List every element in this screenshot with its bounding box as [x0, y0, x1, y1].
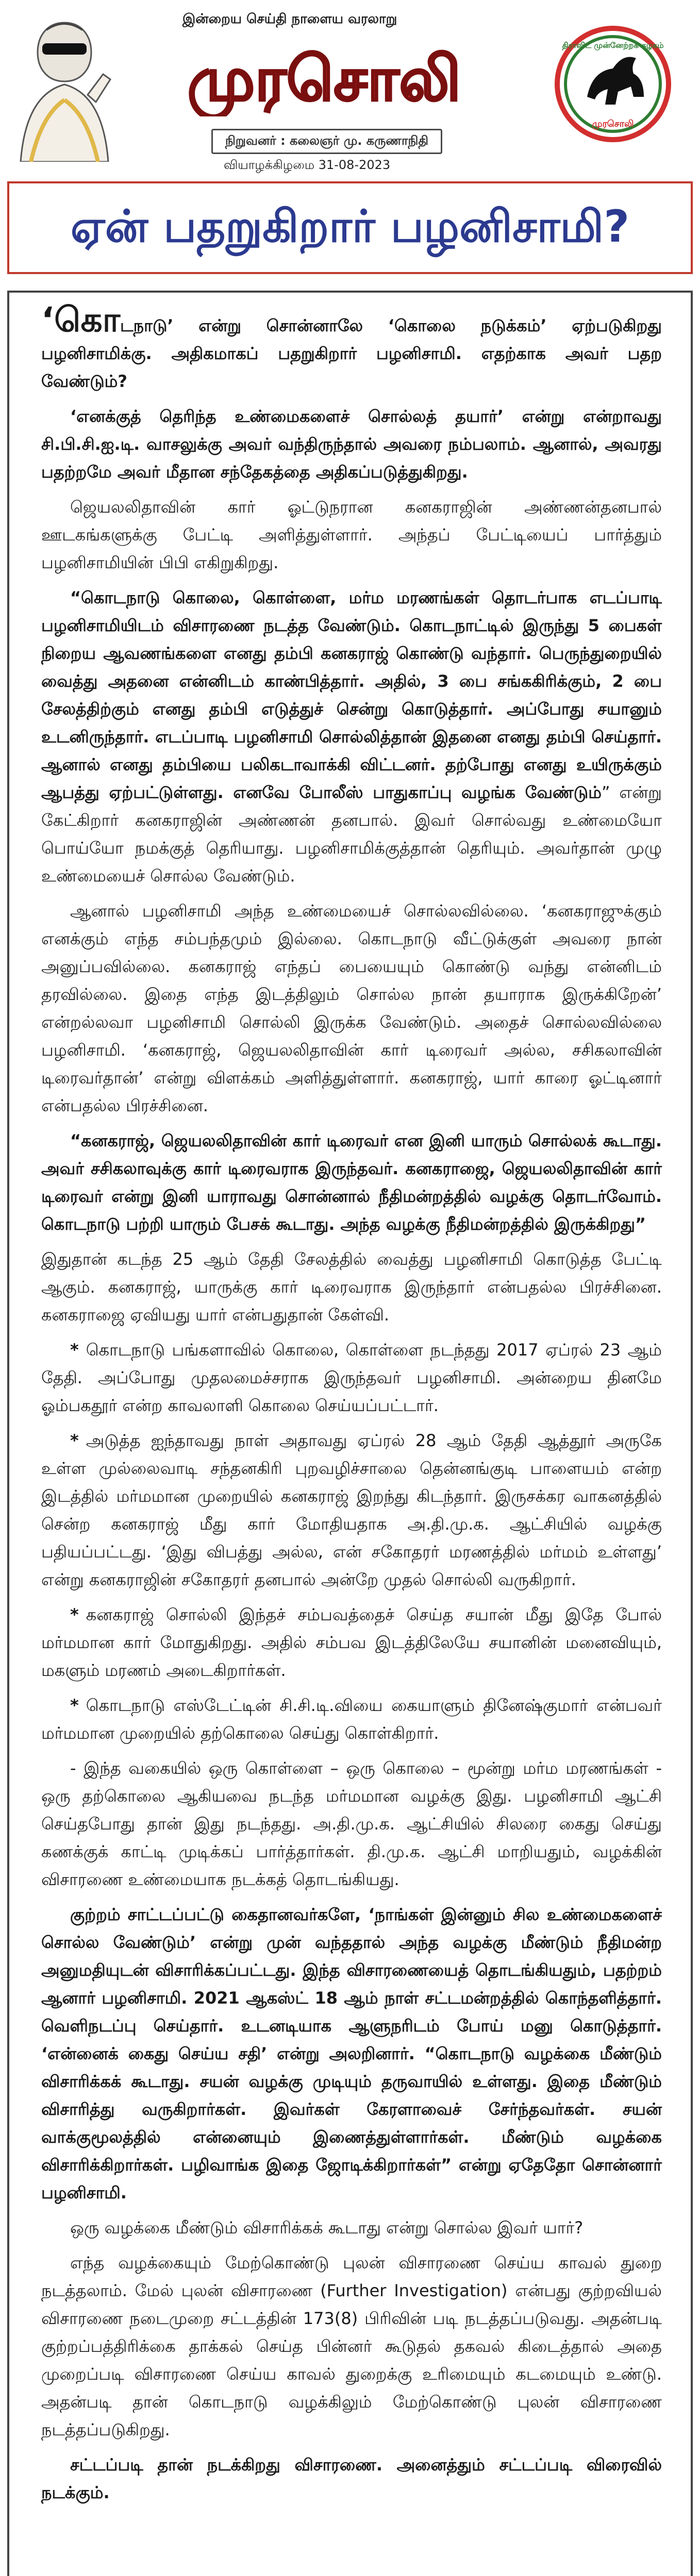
bullet-3 [41, 1601, 662, 1684]
bullet-1-text: கொடநாடு பங்களாவில் கொலை, கொள்ளை நடந்தது 2017 ஏப்ரல் 23 ஆம் தேதி. அப்போது முதலமைச்சராக இருந்தவர் பழனிசாமி. அன்றைய தினமே ஓம்பகதூர் என்ற காவலாளி கொலை செய்யப்பட்டார். [41, 1340, 662, 1415]
headline-box [7, 181, 693, 274]
bullet-star: * [70, 1431, 79, 1450]
party-seal [543, 25, 682, 143]
page-frame [7, 4, 693, 2576]
paragraph-10: சட்டப்படி தான் நடக்கிறது விசாரணை. அனைத்தும் சட்டப்படி விரைவில் நடக்கும். [41, 2455, 662, 2502]
bullet-1 [41, 1336, 662, 1419]
bullet-star: * [70, 1340, 79, 1360]
paragraph-2: ‘எனக்குத் தெரிந்த உண்மைகளைச் சொல்லத் தயார்’ என்று என்றாவது சி.பி.சி.ஐ.டி. வாசலுக்கு அவர் வந்திருந்தால் அவரை நம்பலாம். ஆனால், அவரது பதற்றமே அவர் மீதான சந்தேகத்தை அதிகப்படுத்துகிறது. [41, 406, 662, 482]
masthead-tagline: இன்றைய செய்தி நாளைய வரலாறு [182, 11, 397, 27]
masthead [7, 4, 693, 174]
paragraph-4: ஆனால் பழனிசாமி அந்த உண்மையைச் சொல்லவில்லை. ‘கனகராஜுக்கும் எனக்கும் எந்த சம்பந்தமும் இல்லை. கொடநாடு வீட்டுக்குள் அவரை நான் அனுப்பவில்லை. கனகராஜ் எந்தப் பையையும் கொண்டு வந்து என்னிடம் தரவில்லை. இதை எந்த இடத்திலும் சொல்ல நான் தயாராக இருக்கிறேன்’ என்றல்லவா பழனிசாமி சொல்லி இருக்க வேண்டும். அதைச் சொல்லவில்லை பழனிசாமி. ‘கனகராஜ், ஜெயலலிதாவின் கார் டிரைவர் அல்ல, சசிகலாவின் டிரைவர்தான்’ என்று விளக்கம் அளித்துள்ளார். கனகராஜ், யார் காரை ஓட்டினார் என்பதல்ல பிரச்சினை. [41, 901, 662, 1115]
logo-text: முரசொலி [187, 43, 461, 114]
paragraph-6: - இந்த வகையில் ஒரு கொள்ளை – ஒரு கொலை – மூன்று மர்ம மரணங்கள் - ஒரு தற்கொலை ஆகியவை நடந்த மர்மமான வழக்கு இது. பழனிசாமி ஆட்சி செய்தபோது தான் இது நடந்தது. அ.தி.மு.க. ஆட்சியில் சிலரை கைது செய்து கணக்குக் காட்டி முடிக்கப் பார்த்தார்கள். தி.மு.க. ஆட்சி மாறியதும், வழக்கின் விசாரணை உண்மையாக நடக்கத் தொடங்கியது. [41, 1758, 662, 1889]
dropcap: ‘கொ [41, 300, 121, 340]
founder-credit: நிறுவனர் : கலைஞர் மு. கருணாநிதி [211, 129, 442, 154]
bullet-star: * [70, 1696, 79, 1715]
paragraph-3: ஜெயலலிதாவின் கார் ஓட்டுநரான கனகராஜின் அண்ணன்தனபால் ஊடகங்களுக்கு பேட்டி அளித்துள்ளார். அந்தப் பேட்டியைப் பார்த்தும் பழனிசாமியின் பிபி எகிறுகிறது. [41, 497, 662, 572]
quote-1-tail: ” என்று கேட்கிறார் கனகராஜின் அண்ணன் தனபால். இவர் சொல்வது உண்மையோ பொய்யோ நமக்குத் தெரியாது. பழனிசாமிக்குத்தான் தெரியும். அவர்தான் முழு உண்மையைச் சொல்ல வேண்டும். [41, 783, 662, 886]
dateline: வியாழக்கிழமை 31-08-2023 [224, 158, 391, 172]
bullet-2-text: அடுத்த ஐந்தாவது நாள் அதாவது ஏப்ரல் 28 ஆம் தேதி ஆத்தூர் அருகே உள்ள முல்லைவாடி சந்தனகிரி புறவழிச்சாலை தென்னங்குடி பாளையம் என்ற இடத்தில் மர்மமான முறையில் கனகராஜ் இறந்து கிடந்தார். இருசக்கர வாகனத்தில் சென்ற கனகராஜ் மீது கார் மோதியதாக அ.தி.மு.க. ஆட்சியில் வழக்கு பதியப்பட்டது. ‘இது விபத்து அல்ல, என் சகோதரர் மரணத்தில் மர்மம் உள்ளது’ என்று கனகராஜின் சகோதரர் தனபால் அன்றே முதல் சொல்லி வருகிறார். [41, 1431, 662, 1589]
founder-portrait [10, 7, 119, 162]
seal-text-top: திராவிட முன்னேற்றக் கழகம் [562, 41, 664, 50]
quote-2: “கனகராஜ், ஜெயலலிதாவின் கார் டிரைவர் என இனி யாரும் சொல்லக் கூடாது. அவர் சசிகலாவுக்கு கார் டிரைவராக இருந்தவர். கனகராஜை, ஜெயலலிதாவின் கார் டிரைவர் என்று இனி யாராவது சொன்னால் நீதிமன்றத்தில் வழக்கு தொடர்வோம். கொடநாடு பற்றி யாரும் பேசக் கூடாது. அந்த வழக்கு நீதிமன்றத்தில் இருக்கிறது” [41, 1131, 662, 1234]
seal-text-bottom: முரசொலி [592, 118, 634, 129]
article-headline: ஏன் பதறுகிறார் பழனிசாமி? [70, 201, 630, 252]
bullet-star: * [70, 1605, 79, 1624]
quote-1-text: “கொடநாடு கொலை, கொள்ளை, மர்ம மரணங்கள் தொடர்பாக எடப்பாடி பழனிசாமியிடம் விசாரணை நடத்த வேண்டும். கொடநாட்டில் இருந்து 5 பைகள் நிறைய ஆவணங்களை எனது தம்பி கனகராஜ் கொண்டு வந்தார். பெருந்துறையில் வைத்து அதனை என்னிடம் காண்பித்தார். அதில், 3 பை சங்ககிரிக்கும், 2 பை சேலத்திற்கும் எனது தம்பி எடுத்துச் சென்று கொடுத்தார். அப்போது சயானும் உடனிருந்தார். எடப்பாடி பழனிசாமி சொல்லித்தான் இதனை எனது தம்பி செய்தார். ஆனால் எனது தம்பியை பலிகடாவாக்கி விட்டனர். தற்போது எனது உயிருக்கும் ஆபத்து ஏற்பட்டுள்ளது. எனவே போலீஸ் பாதுகாப்பு வழங்க வேண்டும் [41, 588, 662, 802]
article-body [7, 291, 693, 2576]
bullet-4 [41, 1691, 662, 1747]
paragraph-9: எந்த வழக்கையும் மேற்கொண்டு புலன் விசாரணை செய்ய காவல் துறை நடத்தலாம். மேல் புலன் விசாரணை (Further Investigation) என்பது குற்றவியல் விசாரணை நடைமுறை சட்டத்தின் 173(8) பிரிவின் படி நடத்தப்படுவது. அதன்படி குற்றப்பத்திரிக்கை தாக்கல் செய்த பின்னர் கூடுதல் தகவல் கிடைத்தால் அதை முறைப்படி விசாரணை செய்ய காவல் துறைக்கு உரிமையும் கடமையும் உண்டு. அதன்படி தான் கொடநாடு வழக்கிலும் மேற்கொண்டு புலன் விசாரணை நடத்தப்படுகிறது. [41, 2253, 662, 2439]
paragraph-1 [41, 300, 662, 395]
paragraph-1-lead: டநாடு’ என்று சொன்னாலே ‘கொலை நடுக்கம்’ ஏற்படுகிறது பழனிசாமிக்கு. அதிகமாகப் பதறுகிறார் பழனிசாமி. எதற்காக அவர் பதற வேண்டும்? [41, 316, 662, 391]
quote-1 [41, 584, 662, 890]
paragraph-7: குற்றம் சாட்டப்பட்டு கைதானவர்களே, ‘நாங்கள் இன்னும் சில உண்மைகளைச் சொல்ல வேண்டும்’ என்று முன் வந்ததால் அந்த வழக்கு மீண்டும் நீதிமன்ற அனுமதியுடன் விசாரிக்கப்பட்டது. இந்த விசாரணையைத் தொடங்கியதும், பதற்றம் ஆனார் பழனிசாமி. 2021 ஆகஸ்ட் 18 ஆம் நாள் சட்டமன்றத்தில் கொந்தளித்தார். வெளிநடப்பு செய்தார். உடனடியாக ஆளுநரிடம் போய் மனு கொடுத்தார். ‘என்னைக் கைது செய்ய சதி’ என்று அலறினார். “கொடநாடு வழக்கை மீண்டும் விசாரிக்கக் கூடாது. சயன் வழக்கு முடியும் தருவாயில் உள்ளது. இதை மீண்டும் விசாரித்து வருகிறார்கள். இவர்கள் கேரளாவைச் சேர்ந்தவர்கள். சயன் வாக்குமூலத்தில் என்னையும் இணைத்துள்ளார்கள். மீண்டும் வழக்கை விசாரிக்கிறார்கள். பழிவாங்க இதை ஜோடிக்கிறார்கள்” என்று ஏதேதோ சொன்னார் பழனிசாமி. [41, 1905, 662, 2202]
paragraph-5: இதுதான் கடந்த 25 ஆம் தேதி சேலத்தில் வைத்து பழனிசாமி கொடுத்த பேட்டி ஆகும். கனகராஜ், யாருக்கு கார் டிரைவராக இருந்தார் என்பதல்ல பிரச்சினை. கனகராஜை ஏவியது யார் என்பதுதான் கேள்வி. [41, 1249, 662, 1325]
bullet-3-text: கனகராஜ் சொல்லி இந்தச் சம்பவத்தைச் செய்த சயான் மீது இதே போல் மர்மமான கார் மோதுகிறது. அதில் சம்பவ இடத்திலேயே சயானின் மனைவியும், மகளும் மரணம் அடைகிறார்கள். [41, 1605, 662, 1680]
bullet-2 [41, 1427, 662, 1594]
paragraph-8: ஒரு வழக்கை மீண்டும் விசாரிக்கக் கூடாது என்று சொல்ல இவர் யார்? [70, 2218, 584, 2238]
bullet-4-text: கொடநாடு எஸ்டேட்டின் சி.சி.டி.வியை கையாளும் தினேஷ்குமார் என்பவர் மர்மமான முறையில் தற்கொலை செய்து கொள்கிறார். [41, 1696, 662, 1743]
newspaper-logo [162, 34, 487, 116]
